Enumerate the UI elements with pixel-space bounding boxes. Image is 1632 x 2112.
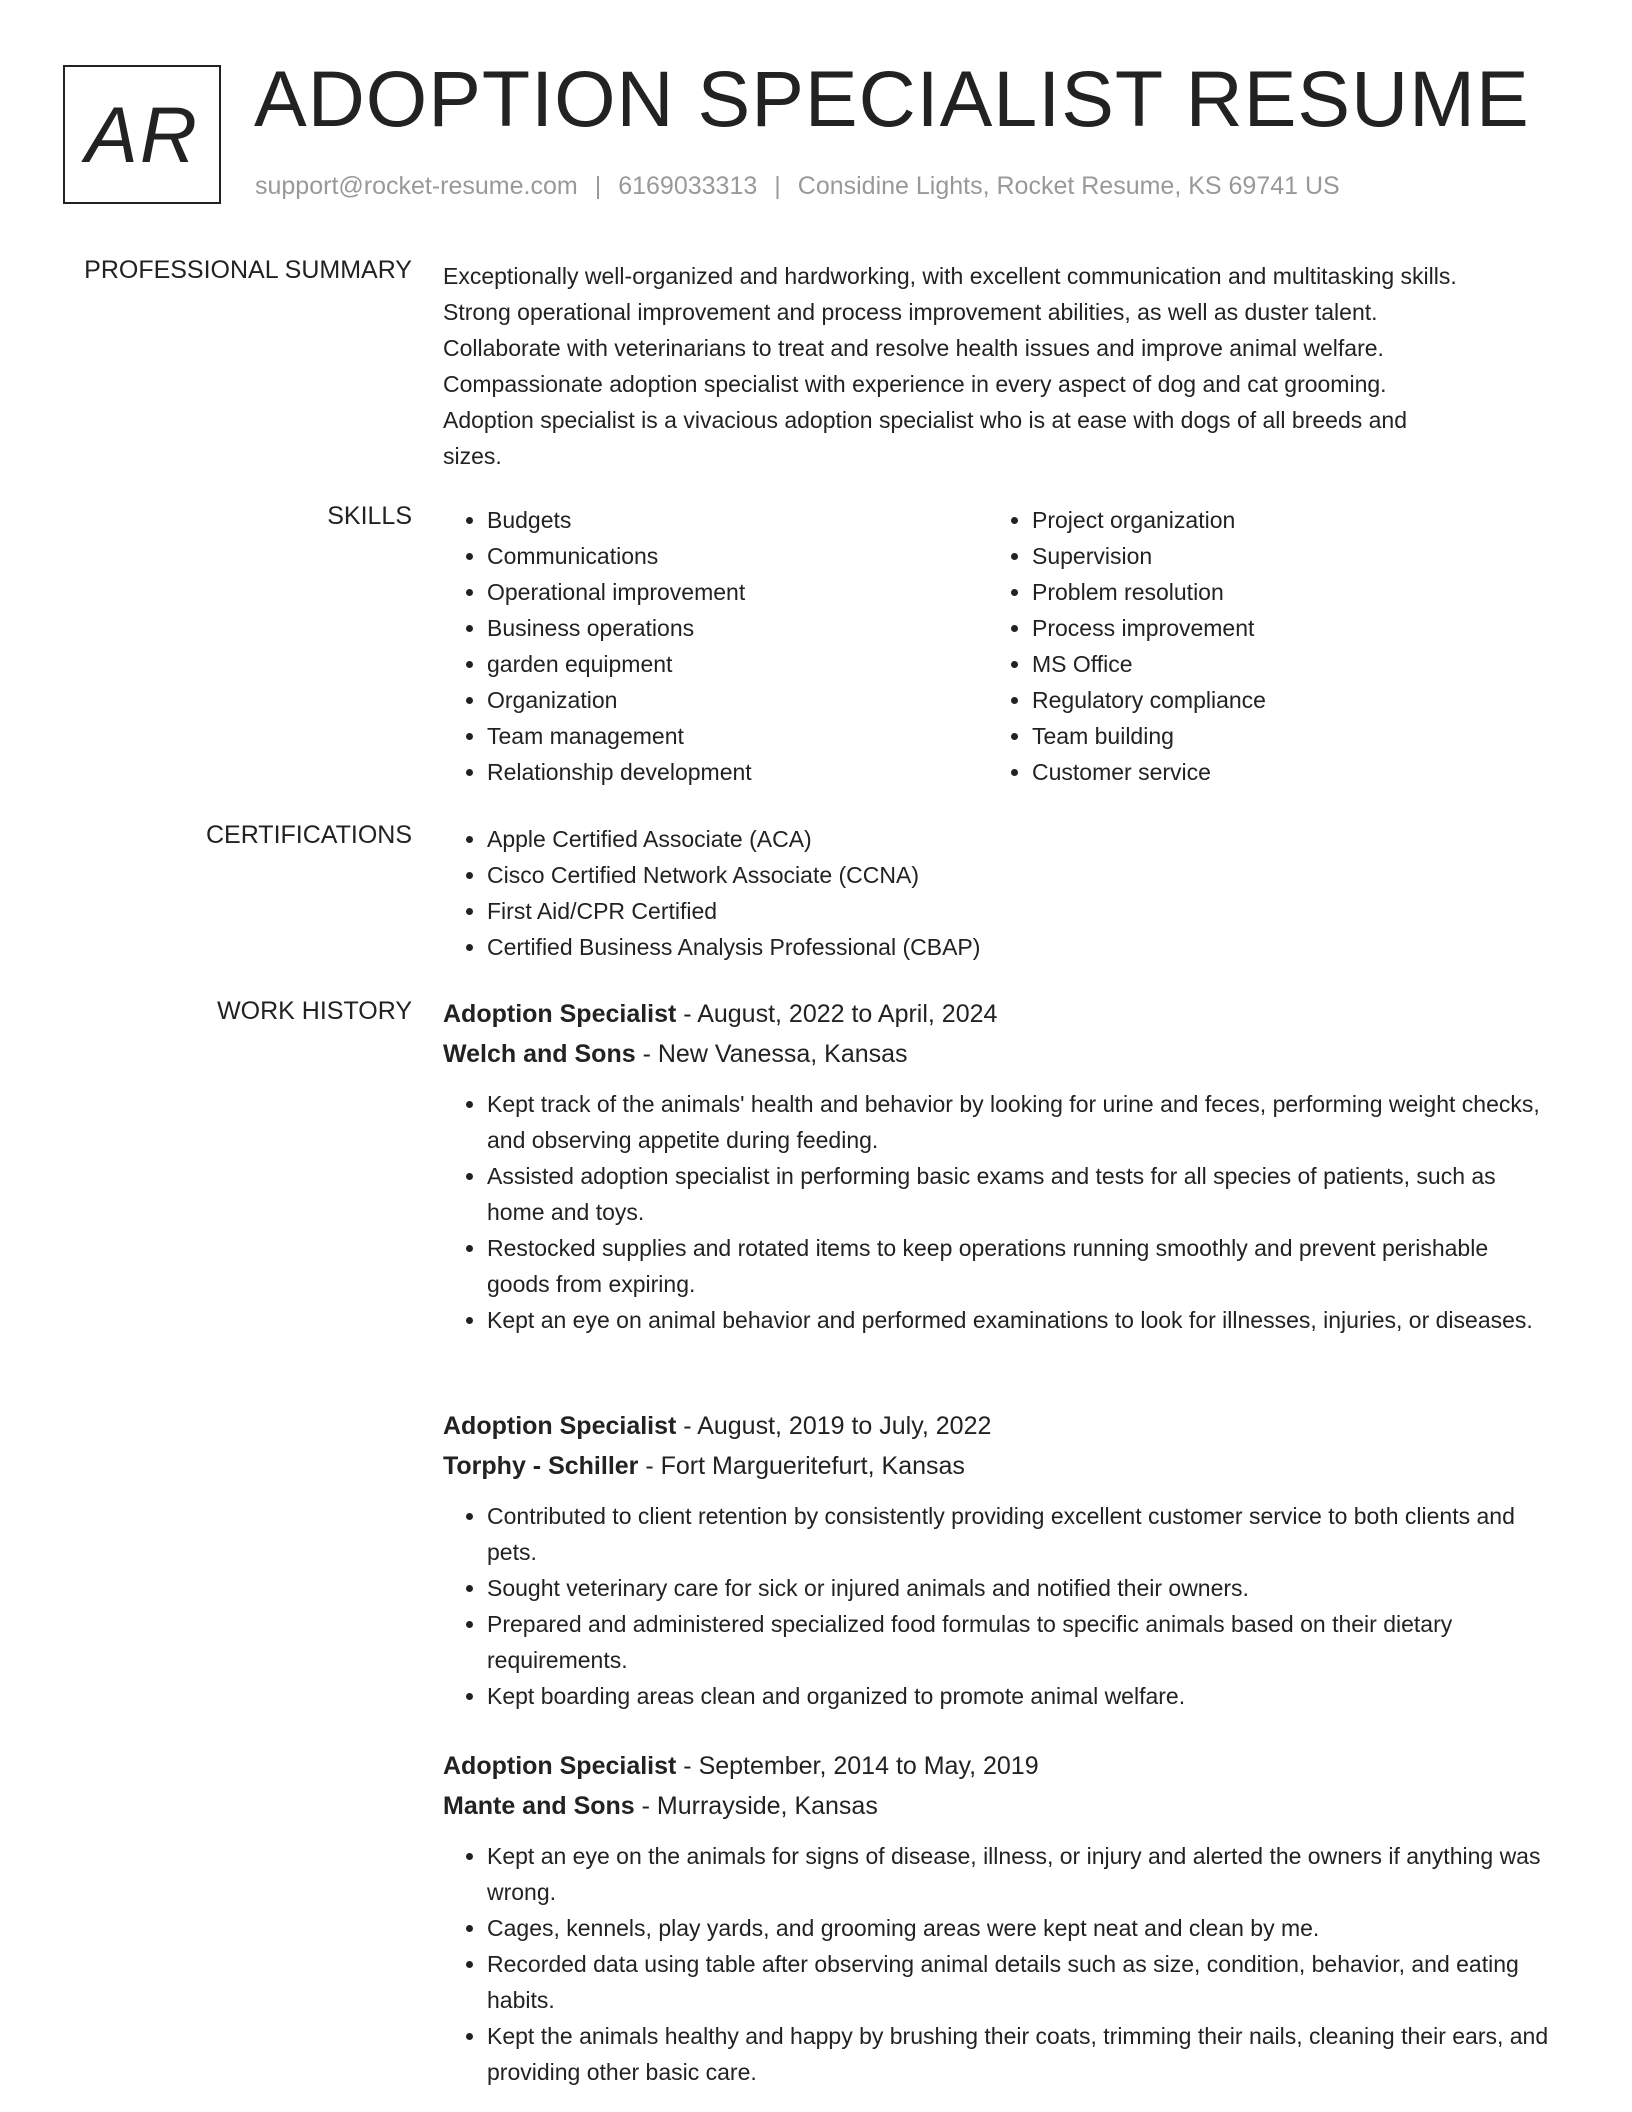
certification-item: • First Aid/CPR Certified	[487, 893, 1555, 929]
summary-line: Exceptionally well-organized and hardworking, with excellent communication and multitasking skills.	[443, 263, 1457, 289]
job-bullet: • Restocked supplies and rotated items to keep operations running smoothly and prevent perishable goods from expiring.	[487, 1230, 1555, 1302]
certification-item: • Cisco Certified Network Associate (CCNA)	[487, 857, 1555, 893]
job-title: Adoption Specialist	[443, 1000, 677, 1028]
job-title-line	[443, 1406, 1555, 1446]
job-title: Adoption Specialist	[443, 1412, 677, 1440]
job-company: Mante and Sons	[443, 1792, 635, 1820]
skill-item: • Operational improvement	[487, 574, 988, 610]
contact-line	[255, 172, 1340, 201]
job-location: - New Vanessa, Kansas	[635, 1040, 908, 1068]
skill-item: • Business operations	[487, 610, 988, 646]
job-company: Torphy - Schiller	[443, 1452, 639, 1480]
job-bullet: • Contributed to client retention by consistently providing excellent customer service to both clients and pets.	[487, 1498, 1555, 1570]
job-bullet: • Recorded data using table after observing animal details such as size, condition, behavior, and eating habits.	[487, 1946, 1555, 2018]
skill-item: • garden equipment	[487, 646, 988, 682]
skill-item: • Regulatory compliance	[1032, 682, 1533, 718]
job-dates: - September, 2014 to May, 2019	[676, 1752, 1039, 1780]
skill-item: • Team building	[1032, 718, 1533, 754]
certifications-heading: CERTIFICATIONS	[205, 821, 412, 849]
summary-line: Strong operational improvement and process improvement abilities, as well as duster talent.	[443, 299, 1378, 325]
job-company-line	[443, 1446, 1555, 1486]
resume-title: ADOPTION SPECIALIST RESUME	[254, 54, 1530, 143]
summary-line: Compassionate adoption specialist with experience in every aspect of dog and cat grooming.	[443, 371, 1387, 397]
skill-item: • Budgets	[487, 502, 988, 538]
job-dates: - August, 2019 to July, 2022	[676, 1412, 992, 1440]
summary-line: Collaborate with veterinarians to treat and resolve health issues and improve animal welfare.	[443, 335, 1384, 361]
skills-section	[443, 502, 1555, 790]
job-bullet: • Kept boarding areas clean and organized to promote animal welfare.	[487, 1678, 1555, 1714]
job-location: - Murrayside, Kansas	[634, 1792, 878, 1820]
summary-line: Adoption specialist is a vivacious adoption specialist who is at ease with dogs of all breeds and	[443, 407, 1408, 433]
job-dates: - August, 2022 to April, 2024	[676, 1000, 998, 1028]
skill-item: • Team management	[487, 718, 988, 754]
job-bullet: • Cages, kennels, play yards, and grooming areas were kept neat and clean by me.	[487, 1910, 1555, 1946]
skills-column-right	[988, 502, 1533, 790]
job-location: - Fort Margueritefurt, Kansas	[638, 1452, 965, 1480]
work-history-heading: WORK HISTORY	[217, 997, 412, 1025]
job-entry	[443, 1406, 1555, 1714]
job-entry	[443, 994, 1555, 1338]
contact-email: support@rocket-resume.com	[255, 172, 578, 200]
skills-heading: SKILLS	[327, 502, 412, 530]
contact-address: Considine Lights, Rocket Resume, KS 69741 US	[797, 172, 1340, 200]
skill-item: • Customer service	[1032, 754, 1533, 790]
job-title: Adoption Specialist	[443, 1752, 677, 1780]
summary-section	[443, 258, 1555, 474]
job-title-line	[443, 994, 1555, 1034]
skill-item: • Organization	[487, 682, 988, 718]
job-bullet: • Kept track of the animals' health and behavior by looking for urine and feces, performing weight checks, and observing appetite during feeding.	[487, 1086, 1555, 1158]
skill-item: • Process improvement	[1032, 610, 1533, 646]
job-bullet: • Kept an eye on animal behavior and performed examinations to look for illnesses, injuries, or diseases.	[487, 1302, 1555, 1338]
job-company-line	[443, 1034, 1555, 1074]
job-bullet: • Kept an eye on the animals for signs of disease, illness, or injury and alerted the owners if anything was wrong.	[487, 1838, 1555, 1910]
initials-monogram	[63, 65, 221, 204]
certifications-section	[443, 821, 1555, 965]
skill-item: • MS Office	[1032, 646, 1533, 682]
skill-item: • Problem resolution	[1032, 574, 1533, 610]
skill-item: • Project organization	[1032, 502, 1533, 538]
skill-item: • Relationship development	[487, 754, 988, 790]
job-title-line	[443, 1746, 1555, 1786]
job-bullet: • Prepared and administered specialized food formulas to specific animals based on their dietary requirements.	[487, 1606, 1555, 1678]
skill-item: • Communications	[487, 538, 988, 574]
job-bullet: • Sought veterinary care for sick or injured animals and notified their owners.	[487, 1570, 1555, 1606]
certification-item: • Certified Business Analysis Professional (CBAP)	[487, 929, 1555, 965]
contact-separator: |	[594, 172, 602, 200]
contact-separator: |	[774, 172, 781, 200]
job-entry	[443, 1746, 1555, 2090]
job-company: Welch and Sons	[443, 1040, 636, 1068]
contact-phone: 6169033313	[618, 172, 758, 200]
skills-column-left	[443, 502, 988, 790]
summary-line: sizes.	[443, 443, 502, 469]
initials-text: AR	[85, 89, 199, 179]
job-bullet: • Assisted adoption specialist in performing basic exams and tests for all species of patients, such as home and toys.	[487, 1158, 1555, 1230]
certification-item: • Apple Certified Associate (ACA)	[487, 821, 1555, 857]
skill-item: • Supervision	[1032, 538, 1533, 574]
job-bullet: • Kept the animals healthy and happy by brushing their coats, trimming their nails, cleaning their ears, and providing other basic care.	[487, 2018, 1555, 2090]
summary-heading: PROFESSIONAL SUMMARY	[84, 256, 412, 284]
job-company-line	[443, 1786, 1555, 1826]
